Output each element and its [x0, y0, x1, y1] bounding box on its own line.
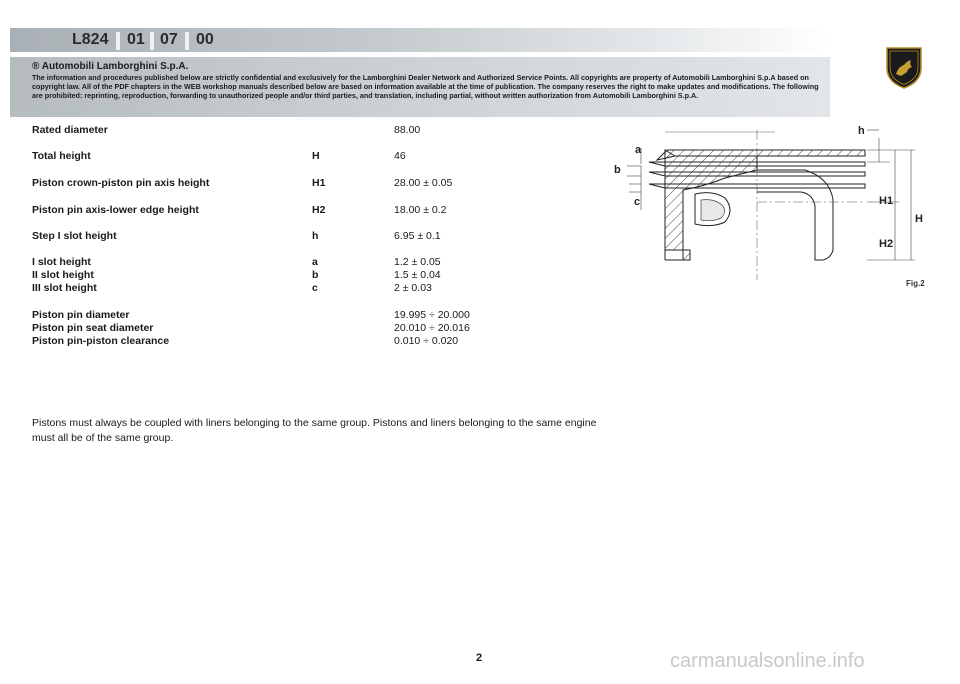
doc-code-group: 01: [127, 31, 145, 48]
label-h: h: [858, 125, 865, 137]
spec-value: 88.00: [394, 124, 421, 136]
spec-label: Piston pin seat diameter: [32, 322, 154, 334]
spec-symbol: h: [312, 230, 319, 242]
figure-caption: Fig.2: [906, 279, 925, 288]
spec-value: 2 ± 0.03: [394, 282, 432, 294]
spec-label: Total height: [32, 150, 91, 162]
spec-label: Step I slot height: [32, 230, 117, 242]
label-a: a: [635, 144, 642, 156]
piston-section-diagram: [605, 120, 935, 285]
spec-label: Piston pin axis-lower edge height: [32, 204, 199, 216]
spec-symbol: H: [312, 150, 320, 162]
spec-label: Piston pin-piston clearance: [32, 335, 170, 347]
copyright-disclaimer: The information and procedures published below are strictly confidential and exclusively for the Lamborghini Dealer Network and Authorized Service Points. All copyrights are property of Automobili Lamborghini S.p.A based on copyright law. All of the PDF chapters in the WEB workshop manuals described below are based on information available at the time of publication. The company reserves the right to make updates and modifications. The following are prohibited: reprinting, reproduction, forwarding to unauthorized people and/or third parties, and translation, including partial, without written authorization from Automobili Lamborghini S.p.A.: [32, 73, 819, 100]
label-b: b: [614, 164, 621, 176]
spec-value: 46: [394, 150, 406, 162]
code-separator: [185, 32, 189, 50]
label-c: c: [634, 196, 641, 208]
spec-value: 0.010 ÷ 0.020: [394, 335, 459, 347]
spec-value: 1.5 ± 0.04: [394, 269, 441, 281]
spec-value: 6.95 ± 0.1: [394, 230, 441, 242]
spec-value: 28.00 ± 0.05: [394, 177, 453, 189]
lamborghini-logo: [884, 46, 924, 90]
spec-label: Rated diameter: [32, 124, 108, 136]
spec-symbol: c: [312, 282, 318, 294]
spec-label: II slot height: [32, 269, 94, 281]
grouping-note: Pistons must always be coupled with liners belonging to the same group. Pistons and liners belonging to the same engine must all be of the same group.: [32, 417, 597, 444]
doc-code-subgroup: 07: [160, 31, 178, 48]
spec-label: Piston crown-piston pin axis height: [32, 177, 210, 189]
doc-code-section: 00: [196, 31, 214, 48]
spec-symbol: H1: [312, 177, 326, 189]
spec-value: 18.00 ± 0.2: [394, 204, 447, 216]
spec-symbol: H2: [312, 204, 326, 216]
spec-label: III slot height: [32, 282, 97, 294]
label-H: H: [915, 213, 923, 225]
label-H1: H1: [879, 195, 894, 207]
label-H2: H2: [879, 238, 894, 250]
spec-value: 20.010 ÷ 20.016: [394, 322, 470, 334]
spec-label: Piston pin diameter: [32, 309, 130, 321]
spec-label: I slot height: [32, 256, 91, 268]
code-separator: [150, 32, 154, 50]
code-separator: [116, 32, 120, 50]
company-name: ® Automobili Lamborghini S.p.A.: [32, 61, 189, 72]
watermark: carmanualsonline.info: [670, 650, 865, 672]
spec-symbol: a: [312, 256, 318, 268]
spec-symbol: b: [312, 269, 319, 281]
doc-code-model: L824: [72, 31, 109, 48]
spec-value: 19.995 ÷ 20.000: [394, 309, 470, 321]
spec-value: 1.2 ± 0.05: [394, 256, 441, 268]
page-number: 2: [476, 652, 483, 664]
